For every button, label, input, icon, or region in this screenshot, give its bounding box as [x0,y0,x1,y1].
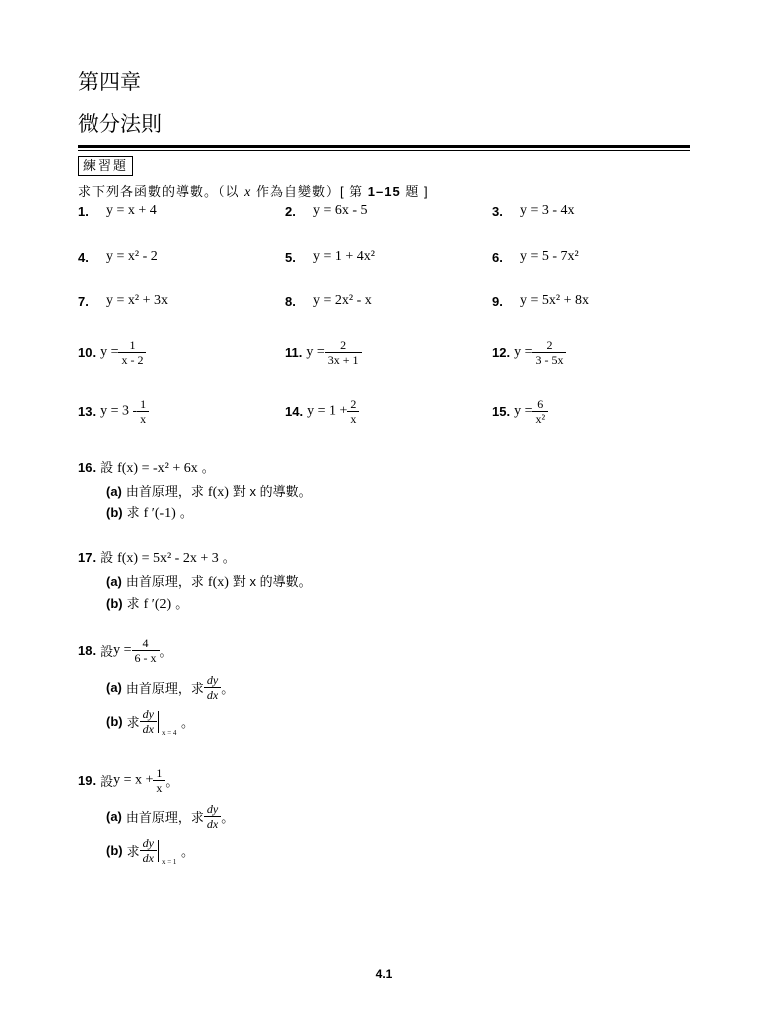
fraction: $\frac{6}{\text{x²}}$ [532,397,548,426]
question-1: 1. y = x + 4 [78,203,157,219]
question-3: 3. y = 3 - 4x [492,203,575,219]
question-10: 10. y = $\frac{1}{x - 2}$ [78,338,146,367]
question-17a: (a) 由首原理，求 f(x) 對 x 的導數。 [106,574,312,590]
question-13: 13. y = 3 - $\frac{1}{x}$ [78,397,149,426]
section-title: 微分法則 [78,113,162,136]
evaluation-bar: x = 1 [158,840,159,862]
derivative-fraction: $\frac{dy}{dx}$ [204,802,221,831]
question-18: 18. 設y = $\frac{4}{6 - x}$ 。 [78,636,173,665]
page-number: 4.1 [375,967,393,981]
question-14: 14. y = 1 + $\frac{2}{x}$ [285,397,359,426]
exercise-label: 練習題 [78,156,133,176]
chapter-heading: 第四章 [78,71,141,94]
header-rule [78,145,690,148]
question-8: 8. y = 2x² - x [285,293,372,309]
question-16a: (a) 由首原理，求 f(x) 對 x 的導數。 [106,484,312,500]
question-9: 9. y = 5x² + 8x [492,293,589,309]
question-19a: (a) 由首原理，求 $\frac{dy}{dx}$ 。 [106,802,235,831]
question-6: 6. y = 5 - 7x² [492,249,579,265]
header-rule-thin [78,150,690,151]
question-19: 19. 設y = x + $\frac{1}{x}$ 。 [78,766,179,795]
question-18a: (a) 由首原理，求 $\frac{dy}{dx}$ 。 [106,673,235,702]
question-17: 17. 設 f(x) = 5x² - 2x + 3 。 [78,550,236,566]
evaluation-bar: x = 4 [158,711,159,733]
question-18b: (b) 求 $\frac{dy}{dx}$ x = 4 。 [106,707,194,737]
fraction: $\frac{2}{3x + 1}$ [325,338,362,367]
derivative-fraction: $\frac{dy}{dx}$ [140,707,157,736]
fraction: $\frac{1}{x - 2}$ [118,338,146,367]
fraction: $\frac{1}{x}$ [137,397,149,426]
fraction: $\frac{2}{3 - 5x}$ [532,338,566,367]
question-5: 5. y = 1 + 4x² [285,249,375,265]
question-15: 15. y = $\frac{6}{\text{x²}}$ [492,397,548,426]
derivative-fraction: $\frac{dy}{dx}$ [140,836,157,865]
question-17b: (b) 求 f ′(2) 。 [106,596,189,612]
question-2: 2. y = 6x - 5 [285,203,368,219]
fraction: $\frac{1}{x}$ [153,766,165,795]
fraction: $\frac{2}{x}$ [347,397,359,426]
question-19b: (b) 求 $\frac{dy}{dx}$ x = 1 。 [106,836,194,866]
fraction: $\frac{4}{6 - x}$ [132,636,160,665]
question-11: 11. y = $\frac{2}{3x + 1}$ [285,338,362,367]
question-7: 7. y = x² + 3x [78,293,168,309]
question-4: 4. y = x² - 2 [78,249,158,265]
question-16: 16. 設 f(x) = -x² + 6x 。 [78,460,215,476]
question-12: 12. y = $\frac{2}{3 - 5x}$ [492,338,566,367]
derivative-fraction: $\frac{dy}{dx}$ [204,673,221,702]
question-16b: (b) 求 f ′(-1) 。 [106,505,193,521]
exercise-instruction: 求下列各函數的導數。（以 x 作為自變數）[ 第 1–15 題 ] [78,184,429,200]
